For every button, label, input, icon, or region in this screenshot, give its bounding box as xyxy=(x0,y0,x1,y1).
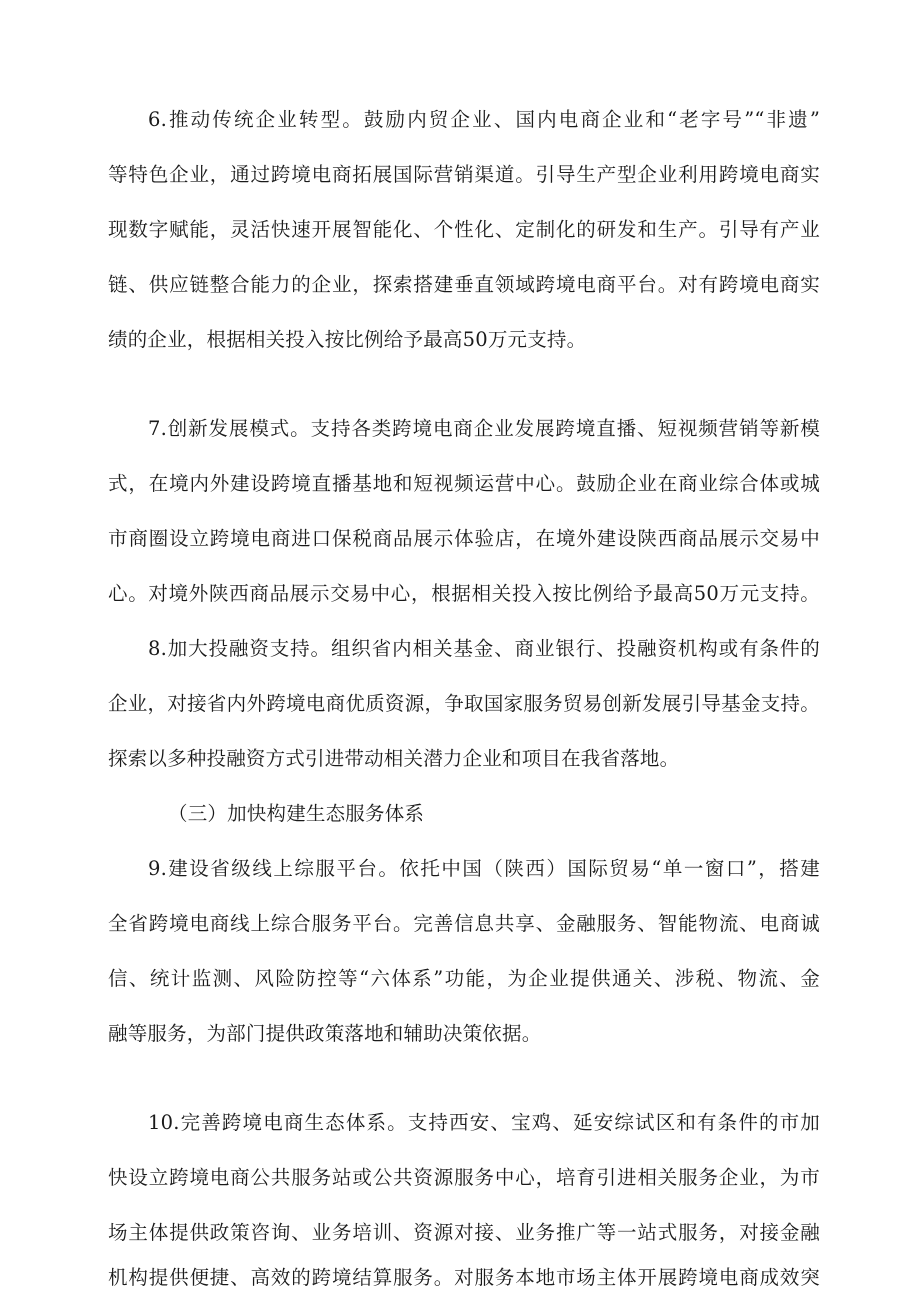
paragraph-line: 融等服务，为部门提供政策落地和辅助决策依据。 xyxy=(108,1022,542,1045)
section-heading: （三）加快构建生态服务体系 xyxy=(168,802,425,825)
paragraph-line: 场主体提供政策咨询、业务培训、资源对接、业务推广等一站式服务，对接金融 xyxy=(108,1221,820,1244)
paragraph-line: 式，在境内外建设跨境直播基地和短视频运营中心。鼓励企业在商业综合体或城 xyxy=(108,472,820,495)
paragraph-line: 全省跨境电商线上综合服务平台。完善信息共享、金融服务、智能物流、电商诚 xyxy=(108,912,820,935)
paragraph-line: 信、统计监测、风险防控等“六体系”功能，为企业提供通关、涉税、物流、金 xyxy=(108,967,820,990)
paragraph-line: 现数字赋能，灵活快速开展智能化、个性化、定制化的研发和生产。引导有产业 xyxy=(108,218,820,241)
paragraph-line: 等特色企业，通过跨境电商拓展国际营销渠道。引导生产型企业利用跨境电商实 xyxy=(108,163,820,186)
item-8-heading-line: 8.加大投融资支持。组织省内相关基金、商业银行、投融资机构或有条件的 xyxy=(148,637,820,660)
paragraph-line: 心。对境外陕西商品展示交易中心，根据相关投入按比例给予最高50万元支持。 xyxy=(108,582,820,605)
item-6-heading-line: 6.推动传统企业转型。鼓励内贸企业、国内电商企业和“老字号”“非遗” xyxy=(148,108,820,131)
paragraph-line: 机构提供便捷、高效的跨境结算服务。对服务本地市场主体开展跨境电商成效突 xyxy=(108,1266,820,1289)
paragraph-line: 探索以多种投融资方式引进带动相关潜力企业和项目在我省落地。 xyxy=(108,747,680,770)
item-10-heading-line: 10.完善跨境电商生态体系。支持西安、宝鸡、延安综试区和有条件的市加 xyxy=(148,1111,820,1134)
paragraph-line: 市商圈设立跨境电商进口保税商品展示体验店，在境外建设陕西商品展示交易中 xyxy=(108,527,820,550)
item-7-heading-line: 7.创新发展模式。支持各类跨境电商企业发展跨境直播、短视频营销等新模 xyxy=(148,417,820,440)
item-9-heading-line: 9.建设省级线上综服平台。依托中国（陕西）国际贸易“单一窗口”，搭建 xyxy=(148,857,820,880)
paragraph-line: 链、供应链整合能力的企业，探索搭建垂直领域跨境电商平台。对有跨境电商实 xyxy=(108,273,820,296)
paragraph-line: 企业，对接省内外跨境电商优质资源，争取国家服务贸易创新发展引导基金支持。 xyxy=(108,692,820,715)
paragraph-line: 快设立跨境电商公共服务站或公共资源服务中心，培育引进相关服务企业，为市 xyxy=(108,1166,820,1189)
paragraph-line: 绩的企业，根据相关投入按比例给予最高50万元支持。 xyxy=(108,328,587,351)
